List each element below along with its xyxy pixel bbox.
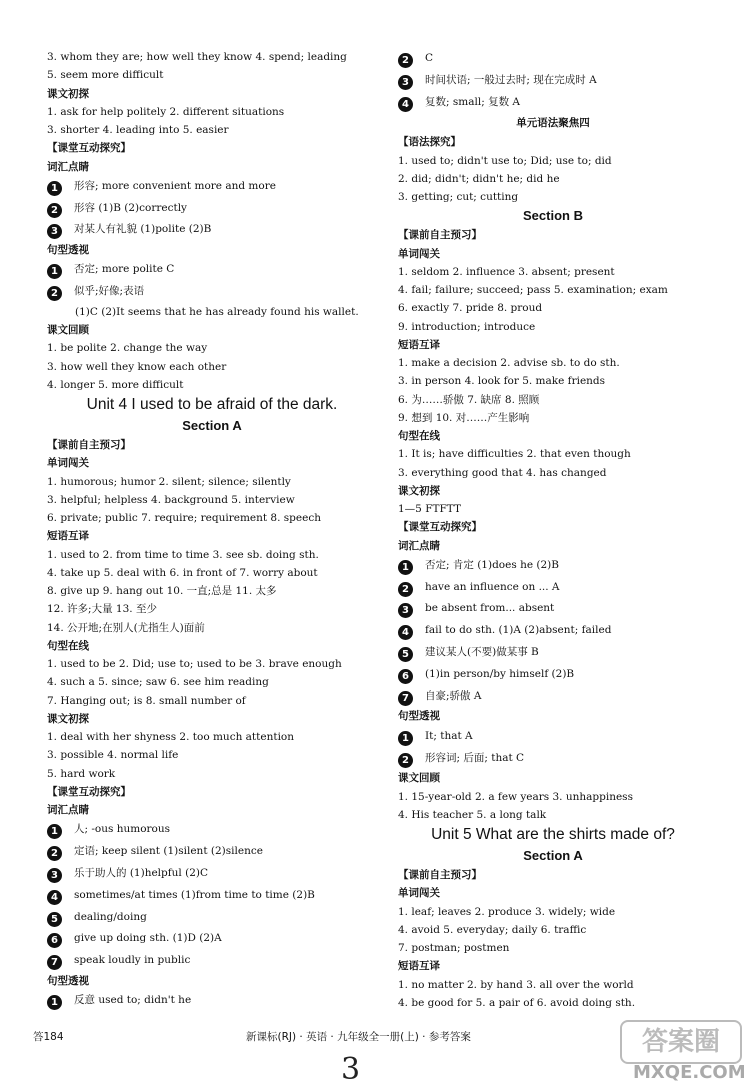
numbered-answer: 2 形容 (1)B (2)correctly (47, 198, 377, 220)
numbered-answer: 3 对某人有礼貌 (1)polite (2)B (47, 219, 377, 241)
answer-line: 12. 许多;大量 13. 至少 (47, 603, 157, 616)
subheading: 短语互译 (398, 338, 440, 351)
numbered-answer: 5 建议某人(不要)做某事 B (398, 642, 708, 664)
answer-line: 4. such a 5. since; saw 6. see him reading (47, 676, 269, 689)
numbered-answer: 3 be absent from... absent (398, 598, 708, 620)
numbered-answer: 4 fail to do sth. (1)A (2)absent; failed (398, 620, 708, 642)
subheading: 句型透视 (47, 975, 89, 988)
unit-title: Unit 5 What are the shirts made of? (431, 826, 675, 844)
number-badge: 1 (47, 824, 62, 839)
subheading: 课文初探 (47, 87, 89, 100)
answer-line: 6. private; public 7. require; requirement 8. speech (47, 512, 321, 525)
numbered-answer: 1 It; that A (398, 726, 708, 748)
answer-line: 3. how well they know each other (47, 360, 227, 373)
grammar-focus-title: 单元语法聚焦四 (516, 117, 590, 130)
subheading: 短语互译 (47, 530, 89, 543)
subheading: 单词闯关 (398, 887, 440, 900)
number-badge: 2 (398, 582, 413, 597)
subheading: 句型透视 (47, 244, 89, 257)
numbered-answer: 3 乐于助人的 (1)helpful (2)C (47, 863, 377, 885)
answer-line: 7. Hanging out; is 8. small number of (47, 694, 246, 707)
answer-line: 1. 15-year-old 2. a few years 3. unhappiness (398, 790, 633, 803)
subheading: 课文初探 (398, 484, 440, 497)
answer-line: 3. getting; cut; cutting (398, 191, 519, 204)
section-title: Section B (523, 208, 583, 224)
subheading: 课文回顾 (398, 772, 440, 785)
number-badge: 6 (47, 933, 62, 948)
number-badge: 2 (47, 846, 62, 861)
subheading: 短语互译 (398, 960, 440, 973)
number-badge: 4 (398, 97, 413, 112)
watermark-logo: 答案圈 (620, 1020, 742, 1064)
section-bracket-heading: 【课堂互动探究】 (47, 142, 131, 155)
watermark-url: MXQE.COM (633, 1062, 746, 1083)
numbered-answer: 2 似乎;好像;表语 (47, 281, 377, 303)
section-bracket-heading: 【课前自主预习】 (398, 869, 482, 882)
answer-line: 14. 公开地;在别人(尤指生人)面前 (47, 621, 205, 634)
number-badge: 3 (398, 75, 413, 90)
answer-line: 9. 想到 10. 对……产生影响 (398, 411, 530, 424)
answer-line: 3. shorter 4. leading into 5. easier (47, 124, 229, 136)
numbered-answer: 2 定语; keep silent (1)silent (2)silence (47, 841, 377, 863)
numbered-answer: 7 speak loudly in public (47, 950, 377, 972)
answer-line: 1. humorous; humor 2. silent; silence; silently (47, 475, 291, 488)
answer-line: 4. avoid 5. everyday; daily 6. traffic (398, 923, 587, 936)
numbered-answer: 1 否定; 肯定 (1)does he (2)B (398, 555, 708, 577)
answer-line: 3. whom they are; how well they know 4. spend; leading (47, 51, 347, 63)
answer-line: 2. did; didn't; didn't he; did he (398, 172, 560, 185)
subheading: 句型在线 (398, 430, 440, 443)
numbered-answer: 1 形容; more convenient more and more (47, 176, 377, 198)
answer-line: 6. 为……骄傲 7. 缺席 8. 照顾 (398, 393, 540, 406)
number-badge: 5 (47, 912, 62, 927)
number-badge: 2 (47, 286, 62, 301)
number-badge: 1 (47, 995, 62, 1010)
numbered-answer: 1 反意 used to; didn't he (47, 990, 377, 1012)
answer-line: 1. used to; didn't use to; Did; use to; did (398, 154, 612, 167)
answer-line: 4. fail; failure; succeed; pass 5. examination; exam (398, 284, 668, 297)
answer-line: 3. everything good that 4. has changed (398, 466, 607, 479)
numbered-answer: 1 人; -ous humorous (47, 819, 377, 841)
numbered-answer: 4 复数; small; 复数 A (398, 92, 708, 114)
numbered-answer: 1 否定; more polite C (47, 259, 377, 281)
number-badge: 3 (398, 603, 413, 618)
section-bracket-heading: 【语法探究】 (398, 136, 461, 149)
subheading: 词汇点睛 (47, 804, 89, 817)
number-badge: 7 (398, 691, 413, 706)
subheading: 单词闯关 (47, 457, 89, 470)
answer-line: 3. in person 4. look for 5. make friends (398, 375, 606, 388)
answer-line: 1—5 FTFTT (398, 503, 461, 516)
subheading: 课文初探 (47, 712, 89, 725)
answer-line: 1. used to 2. from time to time 3. see sb. doing sth. (47, 548, 319, 561)
numbered-answer: 5 dealing/doing (47, 907, 377, 929)
answer-line: 1. used to be 2. Did; use to; used to be 3. brave enough (47, 658, 342, 671)
answer-line: 9. introduction; introduce (398, 320, 536, 333)
subheading: 词汇点睛 (47, 160, 89, 173)
number-badge: 1 (47, 264, 62, 279)
number-badge: 4 (47, 890, 62, 905)
subheading: 课文回顾 (47, 324, 89, 337)
number-badge: 2 (398, 53, 413, 68)
number-badge: 5 (398, 647, 413, 662)
book-title: 新课标(RJ) · 英语 · 九年级全一册(上) · 参考答案 (246, 1031, 471, 1043)
section-bracket-heading: 【课堂互动探究】 (398, 521, 482, 534)
subheading: 句型透视 (398, 710, 440, 723)
answer-line: 4. be good for 5. a pair of 6. avoid doing sth. (398, 996, 636, 1009)
answer-line: 1. be polite 2. change the way (47, 342, 208, 355)
answer-line: 3. possible 4. normal life (47, 749, 179, 762)
number-badge: 2 (398, 753, 413, 768)
right-column (398, 48, 708, 1012)
numbered-answer: 7 自豪;骄傲 A (398, 686, 708, 708)
subheading: 句型在线 (47, 639, 89, 652)
numbered-answer: 2 C (398, 48, 708, 70)
answer-line: 1. leaf; leaves 2. produce 3. widely; wide (398, 905, 616, 918)
answer-line: 4. His teacher 5. a long talk (398, 808, 547, 821)
answer-line: 1. seldom 2. influence 3. absent; present (398, 265, 615, 278)
answer-line: 4. longer 5. more difficult (47, 378, 184, 391)
answer-line: 8. give up 9. hang out 10. 一直;总是 11. 太多 (47, 585, 277, 598)
numbered-answer: 4 sometimes/at times (1)from time to time (2)B (47, 885, 377, 907)
number-badge: 7 (47, 955, 62, 970)
numbered-answer: 2 have an influence on ... A (398, 577, 708, 599)
numbered-answer: 2 形容词; 后面; that C (398, 748, 708, 770)
number-badge: 1 (398, 731, 413, 746)
section-bracket-heading: 【课堂互动探究】 (47, 785, 131, 798)
numbered-answer: 6 give up doing sth. (1)D (2)A (47, 928, 377, 950)
answer-line: 1. no matter 2. by hand 3. all over the world (398, 978, 634, 991)
section-bracket-heading: 【课前自主预习】 (47, 439, 131, 452)
answer-line: 6. exactly 7. pride 8. proud (398, 302, 543, 315)
number-badge: 2 (47, 203, 62, 218)
page-footer (33, 1026, 720, 1046)
answer-line: 3. helpful; helpless 4. background 5. interview (47, 493, 295, 506)
section-bracket-heading: 【课前自主预习】 (398, 229, 482, 242)
section-title: Section A (523, 848, 583, 864)
answer-line: 5. hard work (47, 767, 116, 780)
answer-line: 1. deal with her shyness 2. too much attention (47, 731, 295, 744)
subheading: 词汇点睛 (398, 539, 440, 552)
answer-line: (1)C (2)It seems that he has already found his wallet. (75, 305, 359, 318)
left-column (47, 48, 377, 1012)
answer-line: 1. make a decision 2. advise sb. to do sth. (398, 357, 620, 370)
page-number: 答184 (33, 1031, 64, 1043)
numbered-answer: 3 时间状语; 一般过去时; 现在完成时 A (398, 70, 708, 92)
answer-line: 1. ask for help politely 2. different situations (47, 105, 285, 118)
subheading: 单词闯关 (398, 247, 440, 260)
number-badge: 4 (398, 625, 413, 640)
answer-line: 5. seem more difficult (47, 69, 164, 82)
answer-line: 7. postman; postmen (398, 942, 510, 955)
handwritten-mark: 3 (341, 1052, 361, 1087)
number-badge: 1 (47, 181, 62, 196)
number-badge: 3 (47, 224, 62, 239)
unit-title: Unit 4 I used to be afraid of the dark. (86, 396, 338, 414)
numbered-answer: 6 (1)in person/by himself (2)B (398, 664, 708, 686)
number-badge: 1 (398, 560, 413, 575)
answer-line: 4. take up 5. deal with 6. in front of 7. worry about (47, 566, 318, 579)
answer-line: 1. It is; have difficulties 2. that even though (398, 448, 631, 461)
number-badge: 3 (47, 868, 62, 883)
number-badge: 6 (398, 669, 413, 684)
section-title: Section A (182, 418, 242, 434)
